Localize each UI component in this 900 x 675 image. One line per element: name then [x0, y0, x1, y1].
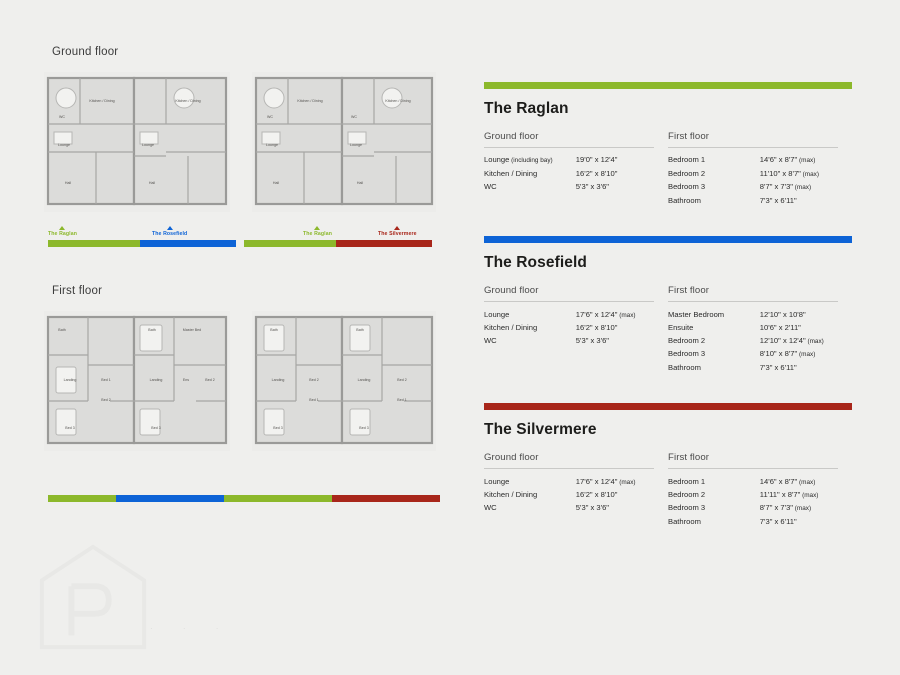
table-row — [484, 308, 654, 321]
table-row — [668, 321, 838, 334]
room-dimensions: 14'6" x 8'7" — [759, 155, 798, 165]
plan-room-label: Kitchen / Dining — [385, 99, 411, 103]
plan-colour-bar-segment — [116, 495, 224, 502]
plan-room-label: Hall — [64, 181, 72, 185]
room-name: Bedroom 3 — [668, 182, 706, 192]
room-name-cell — [668, 348, 760, 361]
room-name-cell — [484, 502, 576, 515]
first-floor-plan — [40, 305, 460, 502]
room-dimensions: 19'0" x 12'4" — [575, 155, 618, 165]
room-dimensions-cell — [760, 489, 838, 502]
room-name-cell — [484, 167, 576, 180]
table-row — [668, 361, 838, 374]
first-plan-colour-bars — [48, 495, 460, 502]
first-floor-schedule — [668, 285, 852, 374]
room-note: (including bay) — [509, 157, 553, 165]
room-name-cell — [484, 308, 576, 321]
table-row — [668, 334, 838, 347]
plan-legend-item — [303, 226, 332, 237]
ground-floor-schedule — [484, 452, 668, 528]
room-name-cell — [484, 322, 576, 335]
ground-floor-heading: Ground floor — [52, 46, 119, 58]
room-max-note: (max) — [797, 157, 816, 165]
plan-room-label: Bath — [270, 328, 278, 332]
ground-plan-colour-bars — [48, 240, 460, 247]
room-name: Lounge — [484, 309, 510, 319]
plan-room-label: Lounge — [142, 143, 154, 147]
table-row — [668, 516, 838, 529]
room-dimensions-cell — [576, 489, 654, 502]
room-dimensions-cell — [760, 321, 838, 334]
room-dimensions-cell — [760, 181, 838, 194]
room-dimensions-table — [484, 308, 654, 347]
plan-room-label: Bed 3 — [65, 426, 75, 430]
plan-room-label: Bed 3 — [273, 426, 283, 430]
floorplans-column — [40, 46, 460, 502]
plan-colour-bar-segment — [332, 495, 440, 502]
room-name: Bedroom 2 — [668, 335, 706, 345]
plan-room-label: Lounge — [266, 143, 278, 147]
room-name: Kitchen / Dining — [484, 490, 538, 500]
room-dimensions-cell — [760, 167, 838, 180]
table-row — [484, 322, 654, 335]
room-name-cell — [668, 321, 760, 334]
room-name-cell — [668, 194, 760, 207]
first-floor-schedule — [668, 452, 852, 528]
plan-colour-bar-segment — [48, 495, 116, 502]
table-row — [668, 181, 838, 194]
legend-marker-icon — [394, 226, 400, 230]
room-name: Bedroom 3 — [668, 503, 706, 513]
room-dimensions-table — [668, 475, 838, 528]
room-max-note: (max) — [805, 337, 824, 345]
room-dimensions: 8'7" x 7'3" — [759, 503, 793, 513]
watermark-dots: · · · — [150, 624, 233, 633]
table-row — [668, 154, 838, 167]
house-name: The Silvermere — [484, 421, 597, 439]
room-dimensions-cell — [576, 167, 654, 180]
room-dimensions-cell — [760, 194, 838, 207]
table-row — [668, 502, 838, 515]
room-dimensions-cell — [760, 361, 838, 374]
room-name-cell — [484, 335, 576, 348]
room-max-note: (max) — [800, 492, 819, 500]
table-row — [484, 335, 654, 348]
schedule-column-title: First floor — [668, 131, 838, 148]
plan-room-label: Kitchen / Dining — [89, 99, 115, 103]
plan-room-label: Master Bed — [182, 328, 202, 332]
room-max-note: (max) — [800, 170, 819, 178]
room-name-cell — [668, 361, 760, 374]
legend-marker-icon — [314, 226, 320, 230]
schedule-column-title: Ground floor — [484, 131, 654, 148]
legend-marker-icon — [167, 226, 173, 230]
room-dimensions-cell — [576, 322, 654, 335]
plan-room-label: Bed 1 — [309, 398, 319, 402]
room-dimensions: 12'10" x 12'4" — [759, 335, 806, 345]
room-name: Bedroom 1 — [668, 155, 706, 165]
room-name-cell — [668, 167, 760, 180]
room-name: Lounge — [484, 476, 510, 486]
plan-room-label: Bed 3 — [151, 426, 161, 430]
plan-colour-bar-segment — [48, 240, 140, 247]
room-name: Kitchen / Dining — [484, 323, 538, 333]
plan-room-label: Bed 1 — [397, 398, 407, 402]
plan-room-label: Bath — [58, 328, 66, 332]
plan-legend-item — [152, 226, 187, 237]
room-name-cell — [484, 475, 576, 488]
plan-colour-bar-segment — [140, 240, 236, 247]
room-dimensions: 17'6" x 12'4" — [575, 476, 618, 486]
house-colour-bar — [484, 236, 852, 243]
table-row — [668, 308, 838, 321]
table-row — [668, 194, 838, 207]
room-dimensions: 12'10" x 10'8" — [759, 309, 806, 319]
plan-room-label: Bed 1 — [101, 378, 111, 382]
plan-room-label: Ens — [182, 378, 190, 382]
table-row — [668, 348, 838, 361]
room-dimensions: 11'10" x 8'7" — [759, 168, 801, 178]
room-dimensions: 14'6" x 8'7" — [759, 476, 798, 486]
room-max-note: (max) — [797, 351, 816, 359]
room-dimensions-table — [668, 308, 838, 374]
house-type-block — [484, 236, 852, 374]
table-row — [484, 154, 654, 167]
room-dimensions-cell — [576, 308, 654, 321]
room-dimensions-cell — [760, 475, 838, 488]
room-dimensions: 16'2" x 8'10" — [575, 168, 618, 178]
room-dimensions-cell — [760, 348, 838, 361]
plan-legend-label: The Raglan — [303, 231, 332, 237]
room-dimensions: 16'2" x 8'10" — [575, 323, 618, 333]
legend-marker-icon — [59, 226, 65, 230]
plan-room-label: Bed 2 — [205, 378, 215, 382]
room-dimensions-table — [484, 475, 654, 514]
house-name: The Raglan — [484, 100, 569, 117]
house-type-block — [484, 82, 852, 207]
plan-room-label: Landing — [271, 378, 285, 382]
plan-room-label: WC — [351, 115, 357, 119]
plan-legend-label: The Raglan — [48, 231, 77, 237]
room-name-cell — [668, 475, 760, 488]
room-dimensions: 5'3" x 3'6" — [575, 181, 609, 191]
room-dimensions: 16'2" x 8'10" — [575, 490, 618, 500]
room-name-cell — [668, 154, 760, 167]
room-dimensions-cell — [760, 154, 838, 167]
room-dimensions: 11'11" x 8'7" — [759, 490, 801, 500]
room-name-cell — [484, 489, 576, 502]
room-name: Master Bedroom — [668, 309, 725, 319]
plan-room-label: Bed 3 — [359, 426, 369, 430]
plan-legend-item — [48, 226, 77, 237]
plan-colour-bar-segment — [336, 240, 432, 247]
room-name-cell — [668, 308, 760, 321]
room-max-note: (max) — [617, 311, 636, 319]
house-type-block — [484, 403, 852, 528]
plan-legend-label: The Silvermere — [378, 231, 417, 237]
table-row — [668, 167, 838, 180]
room-max-note: (max) — [617, 478, 636, 486]
room-name: Bedroom 2 — [668, 490, 706, 500]
first-floor-heading: First floor — [52, 285, 103, 297]
plan-legend-item — [378, 226, 417, 237]
room-dimensions-cell — [760, 308, 838, 321]
house-colour-bar — [484, 82, 852, 89]
room-name-cell — [484, 180, 576, 193]
table-row — [484, 489, 654, 502]
plan-room-label: Landing — [149, 378, 163, 382]
room-name: Bedroom 1 — [668, 476, 706, 486]
room-dimensions-cell — [576, 502, 654, 515]
house-name: The Rosefield — [484, 254, 587, 272]
room-dimensions: 7'3" x 6'11" — [759, 362, 797, 372]
room-name: WC — [484, 336, 497, 346]
plan-room-label: Bath — [356, 328, 364, 332]
room-name: Bedroom 2 — [668, 168, 706, 178]
plan-colour-bar-segment — [244, 240, 336, 247]
ground-floor-plan-svg — [40, 66, 440, 226]
first-floor-plan-svg — [40, 305, 440, 465]
table-row — [668, 489, 838, 502]
room-dimensions-cell — [576, 335, 654, 348]
room-name: WC — [484, 503, 497, 513]
plan-room-label: Landing — [63, 378, 77, 382]
room-dimensions: 10'6" x 2'11" — [759, 322, 801, 332]
plan-room-label: WC — [59, 115, 65, 119]
plan-room-label: Bed 2 — [101, 398, 111, 402]
room-name: Kitchen / Dining — [484, 168, 538, 178]
room-name-cell — [484, 154, 576, 167]
house-colour-bar — [484, 403, 852, 410]
table-row — [484, 167, 654, 180]
table-row — [484, 502, 654, 515]
room-dimensions-cell — [760, 516, 838, 529]
schedule-column-title: First floor — [668, 285, 838, 302]
plan-room-label: Hall — [272, 181, 280, 185]
room-name-cell — [668, 181, 760, 194]
schedule-column-title: First floor — [668, 452, 838, 469]
room-name-cell — [668, 489, 760, 502]
first-floor-schedule — [668, 131, 852, 207]
room-dimensions-cell — [576, 154, 654, 167]
room-dimensions-table — [484, 154, 654, 193]
plan-room-label: Lounge — [350, 143, 362, 147]
room-name: Bathroom — [668, 362, 701, 372]
ground-floor-schedule — [484, 285, 668, 374]
table-row — [484, 180, 654, 193]
room-name: Ensuite — [668, 322, 694, 332]
room-dimensions: 5'3" x 3'6" — [575, 336, 609, 346]
plan-room-label: WC — [267, 115, 273, 119]
room-dimensions: 8'10" x 8'7" — [759, 349, 798, 359]
room-name: Bathroom — [668, 516, 701, 526]
table-row — [484, 475, 654, 488]
ground-plan-legend — [48, 226, 460, 240]
house-types-column — [484, 82, 852, 558]
plan-room-label: Hall — [356, 181, 364, 185]
plan-legend-label: The Rosefield — [152, 231, 188, 237]
plan-room-label: Lounge — [58, 143, 70, 147]
schedule-column-title: Ground floor — [484, 452, 654, 469]
plan-room-label: Landing — [357, 378, 371, 382]
room-name: WC — [484, 181, 497, 191]
room-name: Bedroom 3 — [668, 349, 706, 359]
room-max-note: (max) — [793, 184, 812, 192]
room-max-note: (max) — [797, 478, 816, 486]
ground-floor-plan — [40, 66, 460, 247]
room-dimensions-cell — [576, 180, 654, 193]
room-name: Bathroom — [668, 195, 701, 205]
room-dimensions-cell — [760, 334, 838, 347]
plan-room-label: Bed 2 — [397, 378, 407, 382]
table-row — [668, 475, 838, 488]
plan-room-label: Kitchen / Dining — [175, 99, 201, 103]
room-dimensions: 8'7" x 7'3" — [759, 182, 793, 192]
plan-room-label: Kitchen / Dining — [297, 99, 323, 103]
plan-colour-bar-segment — [224, 495, 332, 502]
plan-room-label: Bath — [148, 328, 156, 332]
room-name: Lounge — [484, 155, 510, 165]
room-dimensions: 5'3" x 3'6" — [575, 503, 609, 513]
room-max-note: (max) — [793, 505, 812, 513]
room-dimensions: 7'3" x 6'11" — [759, 516, 797, 526]
ground-floor-schedule — [484, 131, 668, 207]
plan-room-label: Bed 2 — [309, 378, 319, 382]
room-name-cell — [668, 516, 760, 529]
room-dimensions-table — [668, 154, 838, 207]
room-name-cell — [668, 334, 760, 347]
room-dimensions-cell — [576, 475, 654, 488]
room-dimensions: 7'3" x 6'11" — [759, 195, 797, 205]
room-dimensions: 17'6" x 12'4" — [575, 309, 618, 319]
plan-room-label: Hall — [148, 181, 156, 185]
room-dimensions-cell — [760, 502, 838, 515]
room-name-cell — [668, 502, 760, 515]
property-logo-watermark — [34, 541, 152, 653]
schedule-column-title: Ground floor — [484, 285, 654, 302]
